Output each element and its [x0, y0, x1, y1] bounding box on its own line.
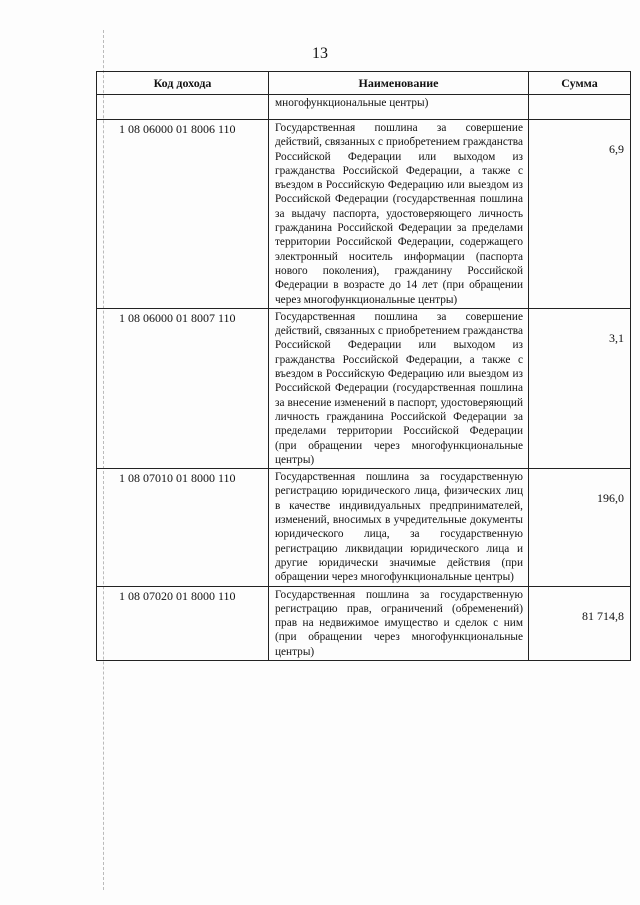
- table-header-row: [97, 72, 631, 95]
- header-code: Код дохода: [97, 72, 269, 95]
- revenue-sum: 3,1: [529, 308, 631, 468]
- table-row: [97, 586, 631, 660]
- revenue-code: 1 08 07010 01 8000 110: [97, 469, 269, 586]
- table-row: [97, 308, 631, 468]
- table-row-continuation: [97, 95, 631, 120]
- revenue-sum: 6,9: [529, 120, 631, 309]
- revenue-code: 1 08 07020 01 8000 110: [97, 586, 269, 660]
- revenue-sum: 81 714,8: [529, 586, 631, 660]
- revenue-name: Государственная пошлина за совершение действий, связанных с приобретением гражданства Российской Федерации или выходом из гражданства Российской Федерации, а также с въездом в Российскую Федерацию или выездом из Российской Федерации (государственная пошлина за выдачу паспорта, удостоверяющего личность гражданина Российской Федерации за пределами территории Российской Федерации, содержащего электронный носитель информации (паспорта нового поколения), гражданину Российской Федерации в возрасте до 14 лет (при обращении через многофункциональные центры): [269, 120, 529, 309]
- revenue-table: [96, 71, 631, 661]
- revenue-sum: 196,0: [529, 469, 631, 586]
- revenue-name: Государственная пошлина за государственную регистрацию юридического лица, физических лиц в качестве индивидуальных предпринимателей, изменений, вносимых в учредительные документы юридического лица, за государственную регистрацию ликвидации юридического лица и другие юридически значимые действия (при обращении через многофункциональные центры): [269, 469, 529, 586]
- continuation-sum-cell: [529, 95, 631, 120]
- revenue-code: 1 08 06000 01 8007 110: [97, 308, 269, 468]
- table-row: [97, 469, 631, 586]
- header-name: Наименование: [269, 72, 529, 95]
- page-number: 13: [312, 45, 328, 62]
- continuation-code-cell: [97, 95, 269, 120]
- table-row: [97, 120, 631, 309]
- continuation-name-cell: многофункциональные центры): [269, 95, 529, 120]
- header-sum: Сумма: [529, 72, 631, 95]
- revenue-name: Государственная пошлина за государственную регистрацию прав, ограничений (обременений) прав на недвижимое имущество и сделок с ним (при обращении через многофункциональные центры): [269, 586, 529, 660]
- revenue-code: 1 08 06000 01 8006 110: [97, 120, 269, 309]
- revenue-name: Государственная пошлина за совершение действий, связанных с приобретением гражданства Российской Федерации или выходом из гражданства Российской Федерации, а также с въездом в Российскую Федерацию или выездом из Российской Федерации (государственная пошлина за внесение изменений в паспорт, удостоверяющий личность гражданина Российской Федерации за пределами территории Российской Федерации (при обращении через многофункциональные центры): [269, 308, 529, 468]
